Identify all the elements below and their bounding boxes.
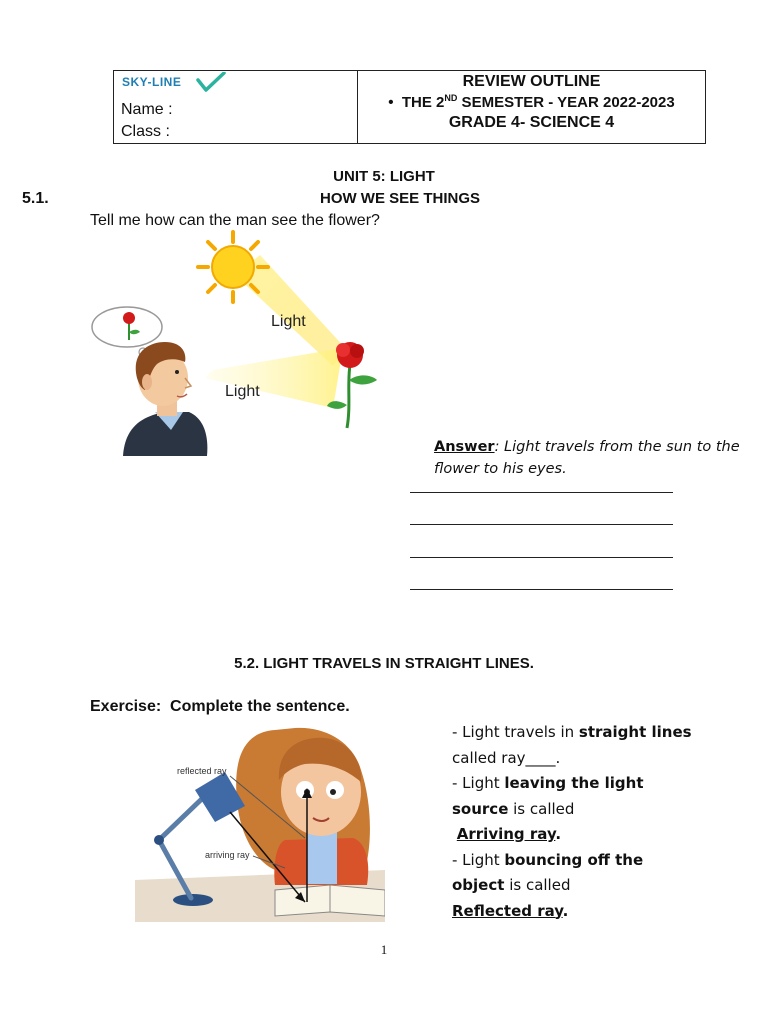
unit-title: UNIT 5: LIGHT — [333, 168, 435, 185]
semester-line: • THE 2ND SEMESTER - YEAR 2022-2023 — [388, 93, 675, 111]
sentence-3-answer: Reflected ray — [452, 901, 563, 920]
sentence-3: - Light bouncing off the object is called Reflected ray. — [452, 850, 644, 920]
girl-icon — [236, 728, 370, 885]
answer-block — [434, 436, 749, 480]
section-title: HOW WE SEE THINGS — [319, 190, 480, 207]
review-outline-title: REVIEW OUTLINE — [462, 73, 601, 90]
arriving-ray-label: arriving ray — [205, 850, 250, 860]
sun-icon — [198, 232, 268, 302]
exercise-title: Exercise: Complete the sentence. — [90, 698, 350, 715]
sentence-1: - Light travels in straight lines called ray____. — [452, 723, 692, 767]
answer-label: Answer — [434, 439, 495, 455]
answer-line — [410, 524, 673, 525]
logo-check-icon — [196, 72, 226, 94]
bullet-icon: • — [388, 94, 402, 111]
section2-title: 5.2. LIGHT TRAVELS IN STRAIGHT LINES. — [234, 655, 534, 672]
answer-line — [410, 589, 673, 590]
header-right-cell — [358, 71, 705, 143]
class-label: Class : — [121, 123, 170, 140]
answer-text: : Light travels from the sun to the flower to his eyes. — [434, 439, 740, 477]
header-table — [113, 70, 706, 144]
sentence-2: - Light leaving the light source is called Arriving ray. — [452, 774, 644, 843]
page-number: 1 — [380, 942, 388, 957]
grade-line: GRADE 4- SCIENCE 4 — [448, 114, 615, 131]
book-icon — [275, 885, 385, 916]
light-label-top: Light — [271, 313, 306, 330]
man-icon — [123, 342, 207, 456]
question-text: Tell me how can the man see the flower? — [90, 212, 380, 229]
light-label-bottom: Light — [225, 383, 260, 400]
reflected-ray-label: reflected ray — [177, 766, 227, 776]
name-label: Name : — [121, 101, 173, 118]
answer-line — [410, 492, 673, 493]
skyline-logo: SKY-LINE — [122, 75, 182, 89]
answer-line — [410, 557, 673, 558]
section-number: 5.1. — [22, 190, 49, 207]
complete-sentences — [452, 720, 692, 924]
header-left-cell — [114, 71, 358, 143]
sentence-2-answer: Arriving ray — [456, 825, 556, 843]
how-we-see-illustration — [85, 230, 395, 460]
light-rays-illustration — [135, 720, 385, 922]
